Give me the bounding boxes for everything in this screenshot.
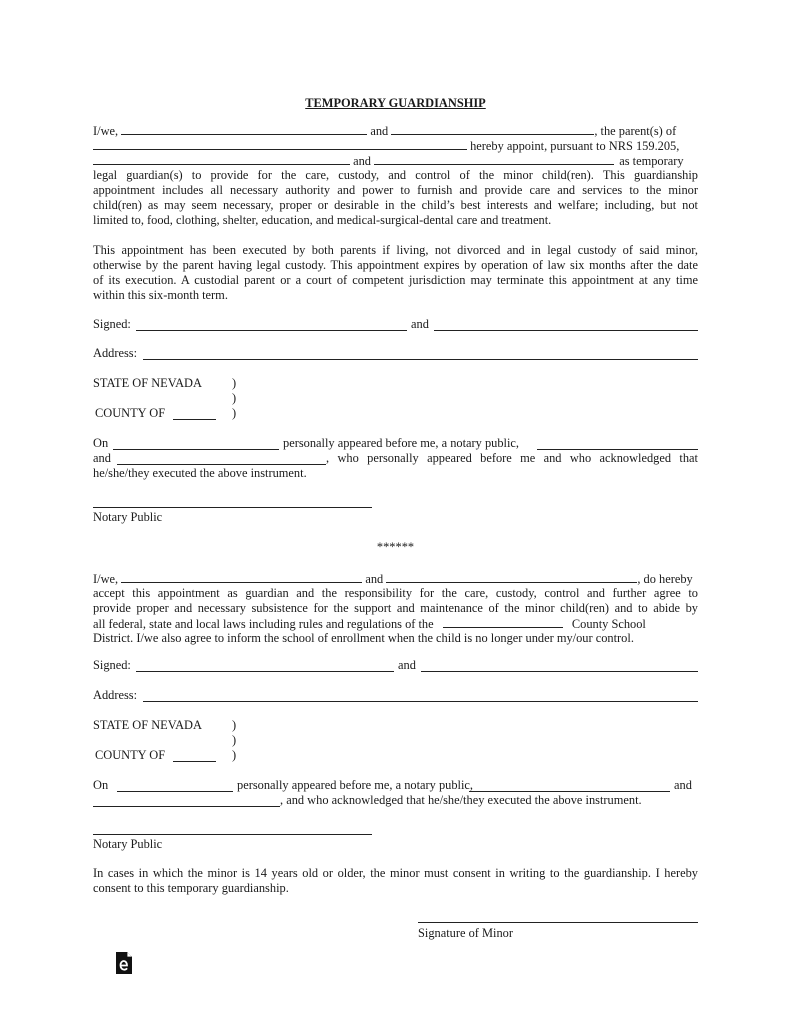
paren: ) [232, 718, 237, 732]
address-line[interactable] [143, 359, 698, 360]
on-label: On [93, 436, 109, 450]
minor-line-1: In cases in which the minor is 14 years old or older, the minor must consent in writing to the guardianship. I hereby [93, 866, 698, 880]
etemplate-logo-icon [114, 951, 134, 975]
and-label: and [674, 778, 692, 792]
parents-of-label: , the parent(s) of [594, 124, 677, 138]
and-label: and [365, 572, 384, 586]
appeared-name-2-blank[interactable] [93, 806, 280, 807]
guardian-name-1-blank[interactable] [93, 153, 350, 165]
child-name-blank[interactable] [93, 138, 467, 150]
p1-line-7: limited to, food, clothing, shelter, education, and medical-surgical-dental care and treatment. [93, 213, 552, 227]
guardian-signature-2-line[interactable] [421, 671, 698, 672]
address-label: Address: [93, 688, 138, 702]
minor-line-2: consent to this temporary guardianship. [93, 881, 289, 895]
p1-line-5: appointment includes all necessary authority and power to furnish and provide care and services to the minor [93, 183, 698, 197]
minor-signature-line[interactable] [418, 922, 698, 923]
do-hereby-label: , do hereby [637, 572, 693, 586]
p1-line-2 [93, 138, 698, 154]
separator: ****** [376, 540, 415, 554]
guardian-signature-1-line[interactable] [136, 671, 394, 672]
laws-label: all federal, state and local laws including rules and regulations of the [93, 617, 434, 631]
county-school-blank[interactable] [443, 616, 563, 628]
p3-line-5: District. I/we also agree to inform the school of enrollment when the child is no longer under my/our control. [93, 631, 634, 645]
notary-public-label: Notary Public [93, 837, 163, 851]
guardian-accept-name-1-blank[interactable] [121, 571, 362, 583]
date-blank[interactable] [117, 791, 233, 792]
on-label: On [93, 778, 109, 792]
signature-of-minor-label: Signature of Minor [418, 926, 513, 940]
paren: ) [232, 748, 237, 762]
and-label: and [353, 154, 371, 168]
appeared-name-1-blank[interactable] [537, 449, 698, 450]
parent-name-1-blank[interactable] [121, 123, 367, 135]
p2-line-2: otherwise by the parent having legal custody. This appointment expires by operation of law six months after the date [93, 258, 698, 272]
p3-line-3: provide proper and necessary subsistence for the support and maintenance of the minor child(ren) and to abide by [93, 601, 698, 615]
p1-line-4: legal guardian(s) to provide for the care, custody, and control of the minor child(ren). This guardianship [93, 168, 698, 182]
as-temporary-label: as temporary [619, 154, 684, 168]
executed-label: he/she/they executed the above instrument. [93, 466, 307, 480]
who-acknowledged-label: , who personally appeared before me and who acknowledged that [326, 451, 698, 465]
appeared-name-1-blank[interactable] [469, 791, 670, 792]
paren: ) [232, 406, 237, 420]
county-school-label: County School [571, 617, 646, 631]
acknowledged-label: , and who acknowledged that he/she/they executed the above instrument. [280, 793, 642, 807]
county-label: COUNTY OF [95, 406, 166, 420]
county-blank[interactable] [173, 761, 216, 762]
p3-line-4 [93, 616, 698, 632]
address-line[interactable] [143, 701, 698, 702]
and-label: and [398, 658, 416, 672]
notary-signature-line[interactable] [93, 834, 372, 835]
and-label: and [370, 124, 389, 138]
appeared-label: personally appeared before me, a notary public, [283, 436, 520, 450]
guardian-accept-name-2-blank[interactable] [386, 571, 637, 583]
p2-line-3: of its execution. A custodial parent or a court of competent jurisdiction may terminate this appointment at any time [93, 273, 698, 287]
signed-label: Signed: [93, 658, 131, 672]
document-title: TEMPORARY GUARDIANSHIP [305, 96, 486, 110]
paren: ) [232, 733, 237, 747]
p3-line-2: accept this appointment as guardian and the responsibility for the care, custody, control and further agree to [93, 586, 698, 600]
parent-signature-2-line[interactable] [434, 330, 698, 331]
iwe-label: I/we, [93, 572, 119, 586]
notary-public-label: Notary Public [93, 510, 163, 524]
state-label: STATE OF NEVADA [93, 376, 202, 390]
county-blank[interactable] [173, 419, 216, 420]
appeared-name-2-blank[interactable] [117, 464, 326, 465]
p3-line-1 [93, 571, 698, 587]
and-label: and [93, 451, 111, 465]
p2-line-1: This appointment has been executed by both parents if living, not divorced and in legal custody of said minor, [93, 243, 698, 257]
guardian-name-2-blank[interactable] [374, 153, 614, 165]
p1-line-6: child(ren) as may seem necessary, proper or desirable in the child’s best interests and welfare; including, but not [93, 198, 698, 212]
notary-signature-line[interactable] [93, 507, 372, 508]
parent-name-2-blank[interactable] [391, 123, 594, 135]
county-label: COUNTY OF [95, 748, 166, 762]
appeared-label: personally appeared before me, a notary public, [237, 778, 474, 792]
hereby-appoint-label: hereby appoint, pursuant to NRS 159.205, [470, 139, 680, 153]
paren: ) [232, 391, 237, 405]
signed-label: Signed: [93, 317, 131, 331]
state-label: STATE OF NEVADA [93, 718, 202, 732]
paren: ) [232, 376, 237, 390]
address-label: Address: [93, 346, 138, 360]
and-label: and [411, 317, 429, 331]
p1-line-1 [93, 123, 698, 139]
iwe-label: I/we, [93, 124, 119, 138]
p1-line-3 [93, 153, 698, 169]
parent-signature-1-line[interactable] [136, 330, 407, 331]
p2-line-4: within this six-month term. [93, 288, 228, 302]
date-blank[interactable] [113, 449, 279, 450]
